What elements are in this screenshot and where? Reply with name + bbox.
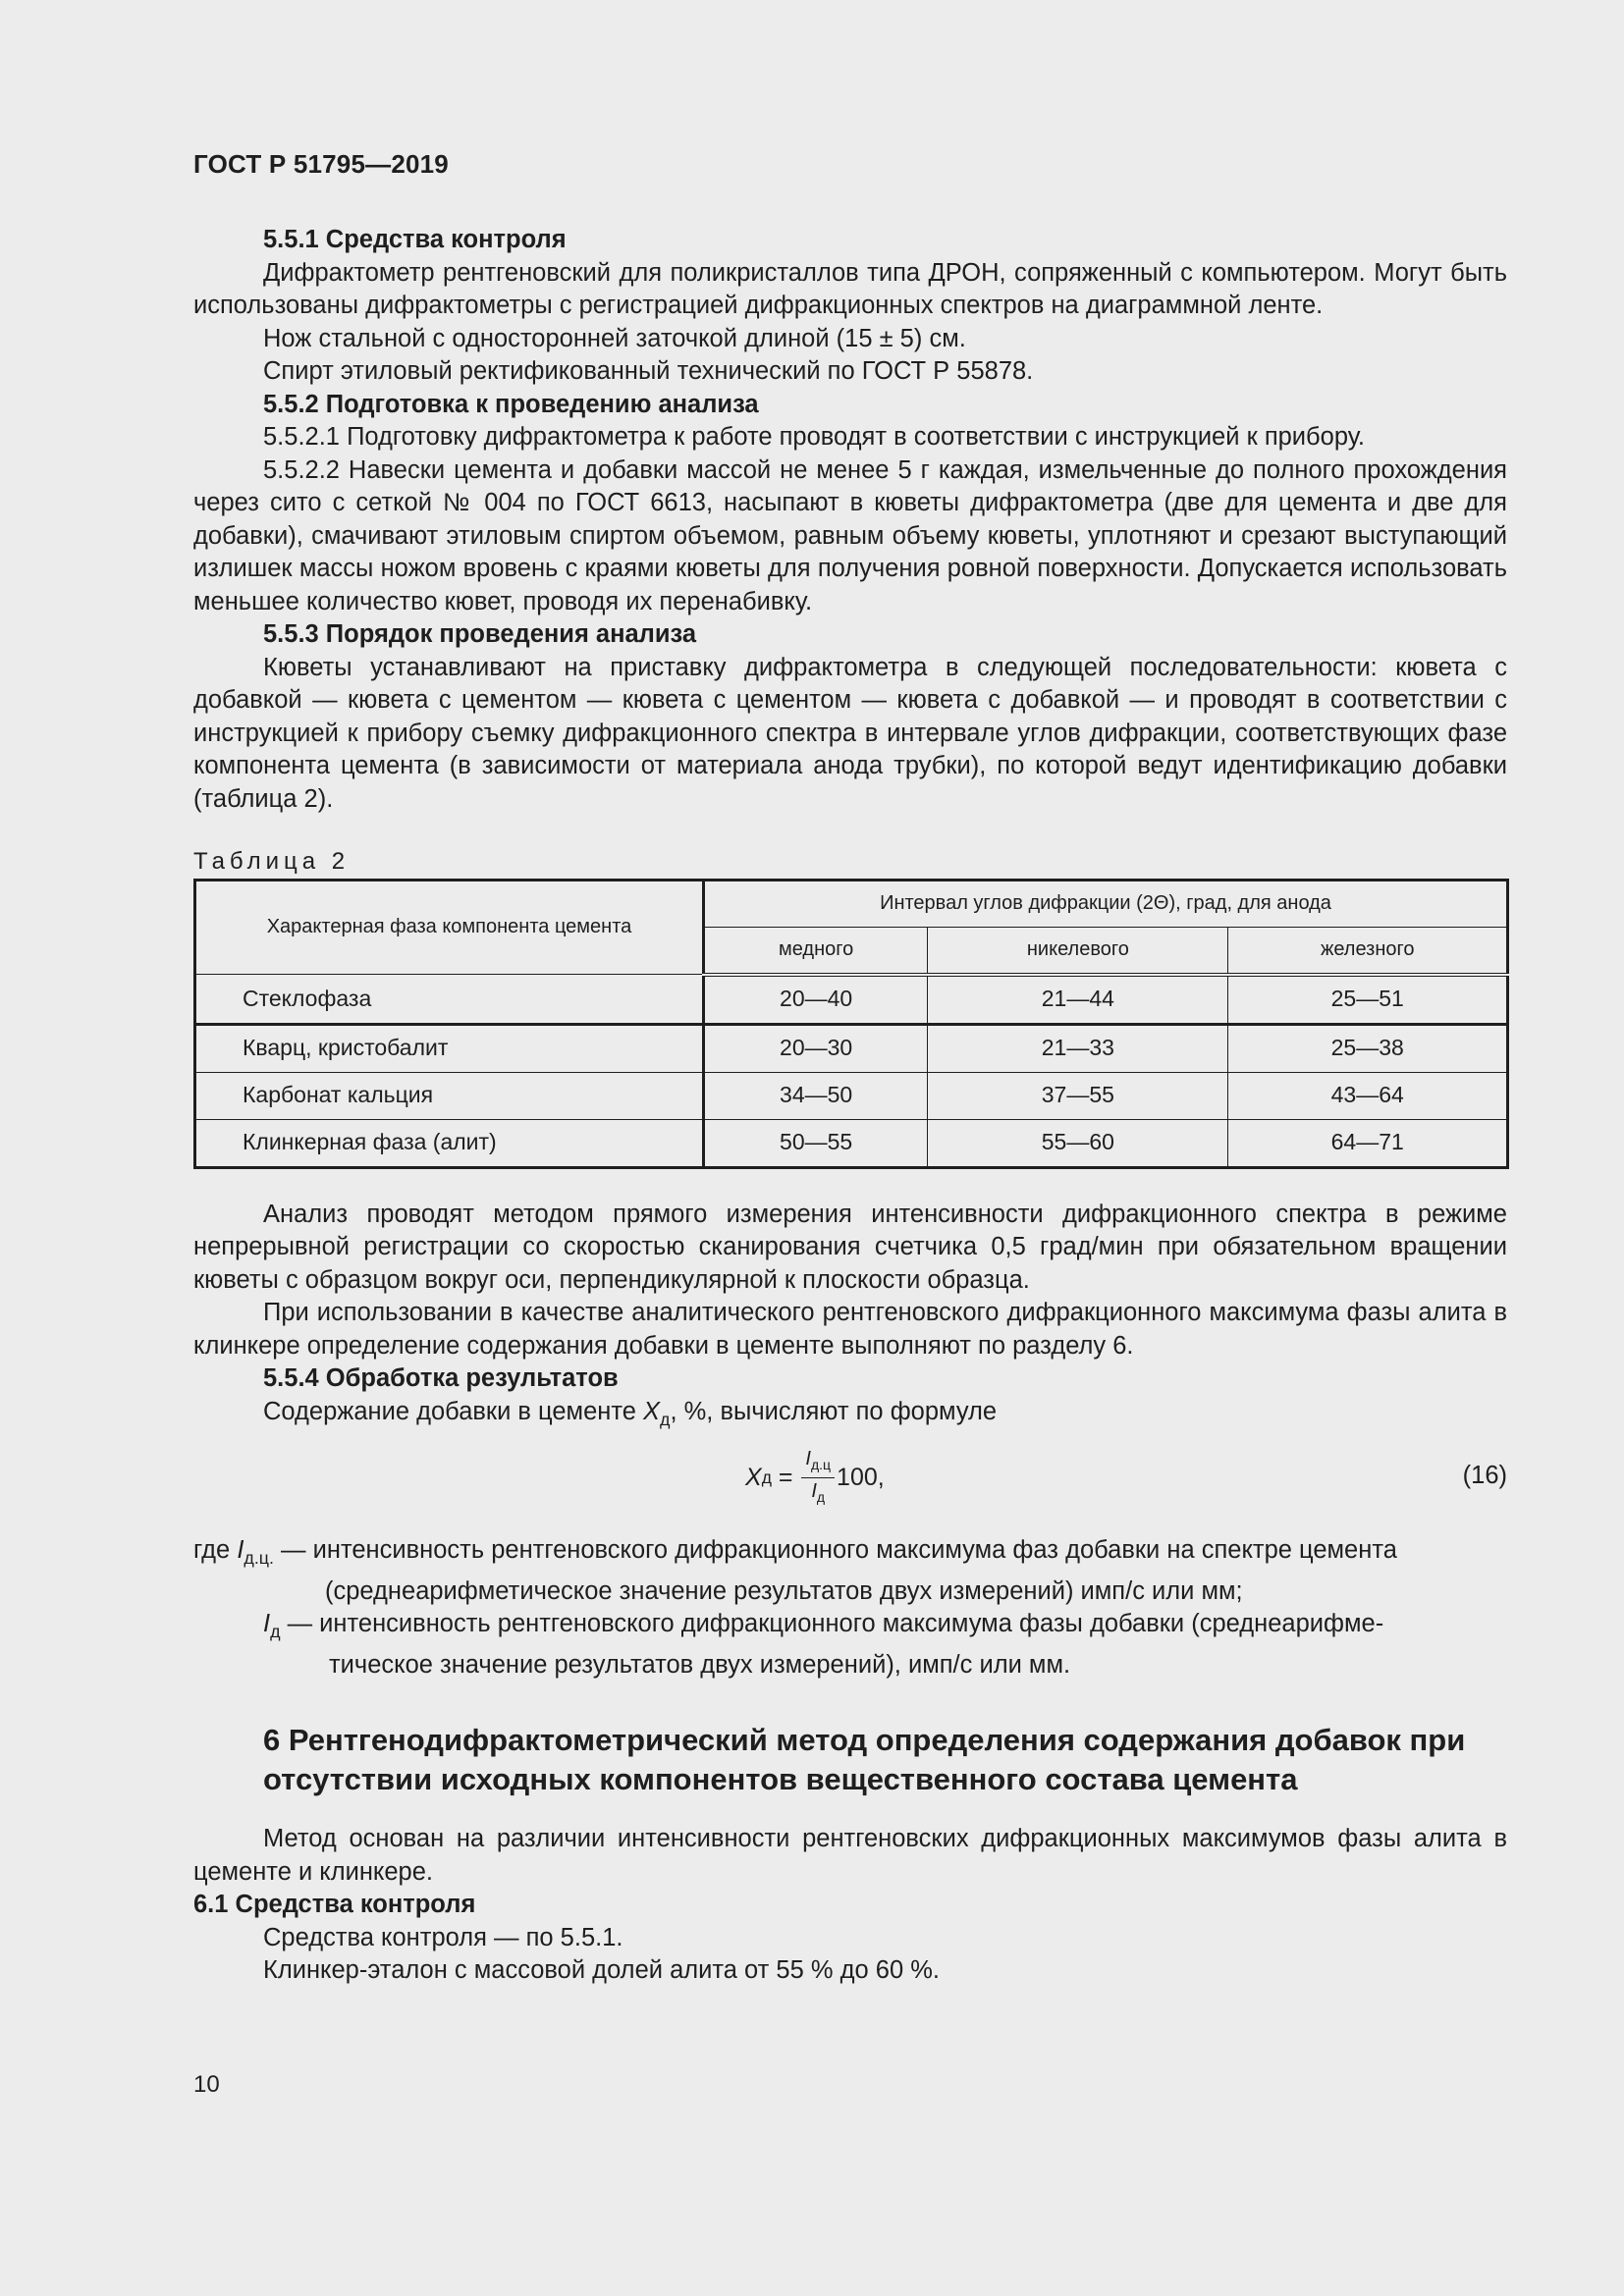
col-header-nickel: никелевого: [928, 927, 1228, 975]
paragraph: 5.5.2.2 Навески цемента и добавки массой не менее 5 г каждая, измельченные до полного прохождения через сито с сеткой № 004 по ГОСТ 6613, насыпают в кюветы дифрактометра (две для цемента и две для добавки), смачивают этиловым спиртом объемом, равным объему кюветы, уплотняют и срезают выступающий излишек массы ножом вровень с краями кюветы для получения ровной поверхности. Допускается использовать меньшее количество кювет, проводя их перенабивку.: [193, 455, 1507, 615]
col-header-copper: медного: [704, 927, 928, 975]
paragraph: Метод основан на различии интенсивности рентгеновских дифракционных максимумов фазы алита в цементе и клинкере.: [193, 1825, 1507, 1886]
paragraph: Клинкер-эталон с массовой долей алита от 55 % до 60 %.: [263, 1956, 940, 1985]
col-header-angle-interval: Интервал углов дифракции (2Θ), град, для анода: [704, 880, 1508, 927]
legend-item-cont: тическое значение результатов двух измерений), имп/с или мм.: [329, 1650, 1071, 1679]
paragraph: Анализ проводят методом прямого измерения интенсивности дифракционного спектра в режиме непрерывной регистрации со скоростью сканирования счетчика 0,5 град/мин при обязательном вращении кюветы с образцом вокруг оси, перпендикулярной к плоскости образца.: [193, 1200, 1507, 1294]
cell-copper: 20—40: [704, 975, 928, 1025]
cell-copper: 50—55: [704, 1119, 928, 1167]
cell-phase: Карбонат кальция: [195, 1072, 704, 1119]
formula-fraction: $\frac{I_{д.ц}}{I_д}$: [801, 1446, 835, 1510]
section-5-5-1-title: 5.5.1 Средства контроля: [263, 226, 567, 253]
legend-item: $I_д$ — интенсивность рентгеновского дифракционного максимума фазы добавки (среднеарифме-: [263, 1610, 1384, 1642]
table-row: [195, 975, 1508, 1025]
formula-number: (16): [1462, 1462, 1507, 1490]
legend-item: где $I_{д.ц.}$ — интенсивность рентгеновского дифракционного максимума фаз добавки на спектре цемента: [193, 1536, 1397, 1569]
cell-nickel: 55—60: [928, 1119, 1228, 1167]
cell-iron: 25—51: [1228, 975, 1508, 1025]
section-5-5-3-title: 5.5.3 Порядок проведения анализа: [263, 620, 697, 648]
cell-nickel: 21—33: [928, 1024, 1228, 1072]
cell-phase: Стеклофаза: [195, 975, 704, 1025]
table-2: [193, 879, 1509, 1169]
section-5-5-4-title: 5.5.4 Обработка результатов: [263, 1364, 619, 1392]
paragraph: Спирт этиловый ректификованный технический по ГОСТ Р 55878.: [263, 357, 1034, 385]
standard-header: ГОСТ Р 51795—2019: [193, 149, 449, 179]
cell-phase: Клинкерная фаза (алит): [195, 1119, 704, 1167]
paragraph: Средства контроля — по 5.5.1.: [263, 1923, 623, 1951]
paragraph: При использовании в качестве аналитического рентгеновского дифракционного максимума фазы алита в клинкере определение содержания добавки в цементе выполняют по разделу 6.: [193, 1299, 1507, 1360]
section-6-title: 6 Рентгенодифрактометрический метод определения содержания добавок при отсутствии исходных компонентов вещественного состава цемента: [263, 1723, 1466, 1797]
formula-expression: X д = $\frac{I_{д.ц}}{I_д}$ 100,: [745, 1446, 885, 1510]
table-row: [195, 1119, 1508, 1167]
paragraph: Кюветы устанавливают на приставку дифрактометра в следующей последовательности: кювета с добавкой — кювета с цементом — кювета с цементом — кювета с добавкой — и проводят в соответствии с инструкцией к прибору съемку дифракционного спектра в интервале углов дифракции, соответствующих фазе компонента цемента (в зависимости от материала анода трубки), по которой ведут идентификацию добавки (таблица 2).: [193, 653, 1507, 813]
paragraph: Нож стальной с односторонней заточкой длиной (15 ± 5) см.: [263, 324, 966, 352]
col-header-phase: Характерная фаза компонента цемента: [195, 880, 704, 975]
section-5-5-2-title: 5.5.2 Подготовка к проведению анализа: [263, 390, 759, 418]
paragraph: 5.5.2.1 Подготовку дифрактометра к работе проводят в соответствии с инструкцией к прибору.: [263, 423, 1366, 451]
section-6-1-title: 6.1 Средства контроля: [193, 1891, 476, 1919]
page-body: [193, 224, 1507, 1988]
table-row: [195, 1072, 1508, 1119]
cell-iron: 64—71: [1228, 1119, 1508, 1167]
cell-copper: 20—30: [704, 1024, 928, 1072]
cell-phase: Кварц, кристобалит: [195, 1024, 704, 1072]
formula-16: [193, 1442, 1507, 1522]
cell-iron: 25—38: [1228, 1024, 1508, 1072]
cell-copper: 34—50: [704, 1072, 928, 1119]
legend-item-cont: (среднеарифметическое значение результатов двух измерений) имп/с или мм;: [325, 1576, 1243, 1605]
cell-iron: 43—64: [1228, 1072, 1508, 1119]
formula-legend: [193, 1534, 1507, 1682]
table-row: [195, 1024, 1508, 1072]
col-header-iron: железного: [1228, 927, 1508, 975]
formula-intro: Содержание добавки в цементе $X_д$, %, вычисляют по формуле: [263, 1397, 998, 1429]
paragraph: Дифрактометр рентгеновский для поликристаллов типа ДРОН, сопряженный с компьютером. Могут быть использованы дифрактометры с регистрацией дифракционных спектров на диаграммной ленте.: [193, 258, 1507, 319]
page-number: 10: [193, 2071, 220, 2098]
table-caption: Таблица 2: [193, 848, 351, 875]
cell-nickel: 21—44: [928, 975, 1228, 1025]
cell-nickel: 37—55: [928, 1072, 1228, 1119]
